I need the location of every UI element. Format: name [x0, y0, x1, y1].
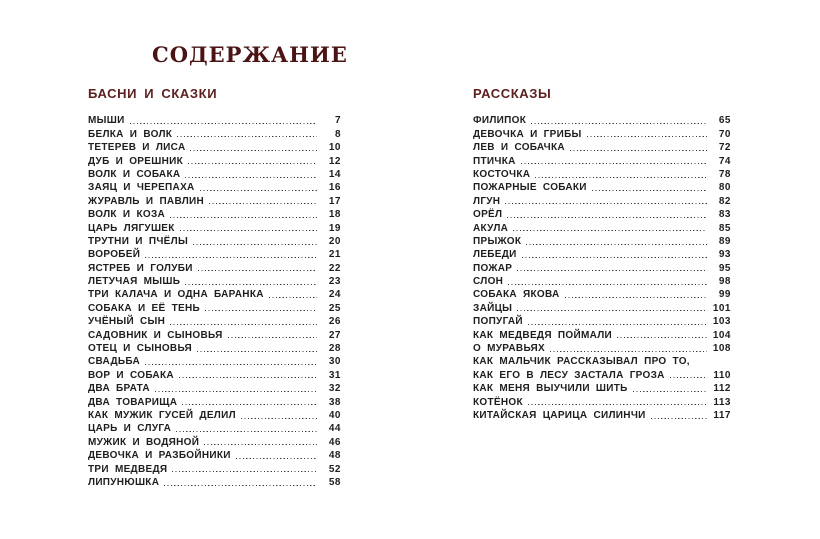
toc-entry-page: 14	[328, 168, 341, 180]
toc-entry	[473, 300, 731, 313]
toc-list-stories	[473, 113, 731, 421]
toc-entry-title: СОБАКА И ЕЁ ТЕНЬ	[88, 302, 200, 314]
toc-entry-leader	[517, 268, 707, 272]
toc-entry-leader	[180, 228, 317, 232]
toc-entry	[473, 140, 731, 153]
toc-entry-title: О МУРАВЬЯХ	[473, 343, 546, 355]
toc-entry	[88, 247, 341, 260]
toc-entry-page: 31	[328, 369, 341, 381]
toc-entry-title: КИТАЙСКАЯ ЦАРИЦА СИЛИНЧИ	[473, 409, 646, 421]
toc-entry-page: 85	[718, 222, 731, 234]
toc-entry	[473, 126, 731, 139]
toc-entry	[88, 167, 341, 180]
toc-entry	[473, 180, 731, 193]
toc-entry	[473, 220, 731, 233]
toc-entry-title: МУЖИК И ВОДЯНОЙ	[88, 436, 200, 448]
toc-entry-page: 12	[328, 155, 341, 167]
toc-entry-title: ТЕТЕРЕВ И ЛИСА	[88, 142, 186, 154]
toc-entry-leader	[508, 281, 707, 285]
toc-entry-title: ПТИЧКА	[473, 155, 516, 167]
toc-entry-leader	[228, 335, 317, 339]
toc-entry-leader	[170, 214, 317, 218]
toc-entry-leader	[528, 402, 707, 406]
toc-entry-page: 80	[718, 182, 731, 194]
toc-entry	[473, 381, 731, 394]
toc-entry-title: ЦАРЬ И СЛУГА	[88, 423, 172, 435]
toc-entry	[88, 234, 341, 247]
section-heading-fables: БАСНИ И СКАЗКИ	[88, 86, 218, 101]
toc-entry-page: 65	[718, 115, 731, 127]
toc-entry-leader	[185, 174, 317, 178]
toc-entry-leader	[565, 294, 708, 298]
toc-entry-title: ТРИ КАЛАЧА И ОДНА БАРАНКА	[88, 289, 264, 301]
toc-entry-leader	[198, 268, 317, 272]
toc-entry-leader	[188, 161, 317, 165]
toc-entry	[88, 381, 341, 394]
toc-entry-title: ВОЛК И КОЗА	[88, 209, 166, 221]
toc-entry-page: 108	[712, 343, 731, 355]
toc-entry-title: ВОЛК И СОБАКА	[88, 168, 181, 180]
toc-entry-page: 24	[328, 289, 341, 301]
toc-entry-page: 30	[328, 356, 341, 368]
toc-entry-title: ПОЖАРНЫЕ СОБАКИ	[473, 182, 587, 194]
toc-entry	[88, 193, 341, 206]
toc-entry-title: КАК МЕНЯ ВЫУЧИЛИ ШИТЬ	[473, 383, 628, 395]
toc-entry-leader	[570, 147, 707, 151]
toc-entry-page: 58	[328, 476, 341, 488]
toc-entry-page: 19	[328, 222, 341, 234]
toc-entry-page: 27	[328, 329, 341, 341]
toc-entry-page: 78	[718, 168, 731, 180]
toc-entry	[473, 287, 731, 300]
toc-entry-title: ОРЁЛ	[473, 209, 503, 221]
toc-entry-page: 28	[328, 343, 341, 355]
toc-entry	[88, 461, 341, 474]
toc-entry-title: ДЕВОЧКА И ГРИБЫ	[473, 128, 582, 140]
toc-entry-leader	[507, 214, 707, 218]
toc-entry	[473, 260, 731, 273]
toc-entry	[473, 314, 731, 327]
toc-entry	[473, 394, 731, 407]
toc-entry-leader	[241, 415, 317, 419]
toc-entry-title: СЛОН	[473, 276, 504, 288]
toc-entry-title: КАК МАЛЬЧИК РАССКАЗЫВАЛ ПРО ТО,	[473, 356, 690, 368]
toc-entry-title: ОТЕЦ И СЫНОВЬЯ	[88, 343, 193, 355]
toc-entry	[88, 113, 341, 126]
toc-entry-title: ДЕВОЧКА И РАЗБОЙНИКИ	[88, 450, 231, 462]
toc-entry-title: ФИЛИПОК	[473, 115, 527, 127]
toc-entry-page: 113	[713, 396, 731, 408]
toc-entry-page: 32	[328, 383, 341, 395]
toc-entry-leader	[521, 161, 707, 165]
toc-entry-page: 22	[328, 262, 341, 274]
toc-entry-leader	[236, 455, 317, 459]
toc-entry-title: ДУБ И ОРЕШНИК	[88, 155, 183, 167]
toc-entry	[88, 421, 341, 434]
page-title: СОДЕРЖАНИЕ	[152, 42, 348, 67]
toc-entry	[88, 180, 341, 193]
toc-entry-page: 7	[334, 115, 341, 127]
toc-entry-title: ЗАЯЦ И ЧЕРЕПАХА	[88, 182, 195, 194]
toc-entry-title: ЖУРАВЛЬ И ПАВЛИН	[88, 195, 205, 207]
toc-entry-title: ПОЖАР	[473, 262, 513, 274]
toc-entry-leader	[130, 120, 317, 124]
toc-entry-title: ВОР И СОБАКА	[88, 369, 174, 381]
toc-entry-title: ТРУТНИ И ПЧЁЛЫ	[88, 235, 189, 247]
toc-entry-leader	[531, 120, 707, 124]
section-stories	[473, 86, 731, 421]
toc-entry-page: 104	[712, 329, 731, 341]
toc-entry-title: КАК МУЖИК ГУСЕЙ ДЕЛИЛ	[88, 409, 236, 421]
toc-entry	[88, 220, 341, 233]
toc-entry-title: КОСТОЧКА	[473, 168, 531, 180]
toc-entry	[473, 408, 731, 421]
toc-entry-page: 48	[328, 450, 341, 462]
toc-entry-page: 21	[328, 249, 341, 261]
toc-entry-title: ЛЕВ И СОБАЧКА	[473, 142, 565, 154]
toc-list-fables	[88, 113, 341, 488]
toc-entry-leader	[145, 254, 317, 258]
toc-entry-page: 117	[713, 409, 731, 421]
toc-entry	[473, 247, 731, 260]
toc-entry-page: 23	[328, 276, 341, 288]
toc-entry-leader	[592, 187, 707, 191]
toc-entry-title: ТРИ МЕДВЕДЯ	[88, 463, 168, 475]
toc-entry-title: ПРЫЖОК	[473, 235, 522, 247]
toc-entry-leader	[155, 388, 317, 392]
toc-entry-title: УЧЁНЫЙ СЫН	[88, 316, 166, 328]
toc-entry	[88, 287, 341, 300]
toc-entry-leader	[617, 335, 707, 339]
toc-entry-page: 8	[334, 128, 341, 140]
toc-entry-page: 46	[328, 436, 341, 448]
toc-entry-page: 52	[328, 463, 341, 475]
toc-entry-title: ЦАРЬ ЛЯГУШЕК	[88, 222, 175, 234]
toc-entry	[473, 341, 731, 354]
toc-entry-title: КОТЁНОК	[473, 396, 523, 408]
toc-entry	[473, 367, 731, 380]
toc-entry-page: 17	[328, 195, 341, 207]
toc-entry-page: 10	[328, 142, 341, 154]
toc-entry	[88, 207, 341, 220]
toc-entry-leader	[190, 147, 317, 151]
toc-entry	[88, 475, 341, 488]
toc-entry-title: КАК МЕДВЕДЯ ПОЙМАЛИ	[473, 329, 613, 341]
toc-entry-leader	[185, 281, 317, 285]
toc-entry-title: ПОПУГАЙ	[473, 316, 523, 328]
toc-entry-title: ЛГУН	[473, 195, 501, 207]
toc-entry-title: ЛИПУНЮШКА	[88, 476, 160, 488]
toc-entry	[473, 354, 731, 367]
toc-entry-title: ЛЕБЕДИ	[473, 249, 517, 261]
toc-entry-leader	[193, 241, 317, 245]
toc-entry-leader	[176, 428, 317, 432]
toc-entry	[88, 314, 341, 327]
toc-entry	[88, 367, 341, 380]
toc-entry-leader	[145, 361, 317, 365]
toc-entry-leader	[179, 375, 317, 379]
toc-entry-page: 98	[718, 276, 731, 288]
toc-entry-title: САДОВНИК И СЫНОВЬЯ	[88, 329, 223, 341]
toc-entry	[88, 434, 341, 447]
toc-entry	[473, 274, 731, 287]
toc-entry-page: 25	[328, 302, 341, 314]
toc-entry-title: ЛЕТУЧАЯ МЫШЬ	[88, 276, 181, 288]
toc-entry-leader	[269, 294, 317, 298]
toc-entry-page: 38	[328, 396, 341, 408]
toc-entry	[88, 354, 341, 367]
toc-entry-page: 44	[328, 423, 341, 435]
toc-entry-title: ДВА БРАТА	[88, 383, 150, 395]
toc-entry-leader	[670, 375, 707, 379]
toc-entry-leader	[204, 442, 317, 446]
toc-entry-title: АКУЛА	[473, 222, 509, 234]
toc-entry-page: 26	[328, 316, 341, 328]
toc-entry-leader	[633, 388, 707, 392]
toc-entry-title: СОБАКА ЯКОВА	[473, 289, 560, 301]
toc-entry-page: 82	[718, 195, 731, 207]
toc-entry-leader	[182, 402, 317, 406]
toc-entry-page: 110	[713, 369, 731, 381]
toc-entry	[88, 300, 341, 313]
toc-entry-page: 70	[718, 128, 731, 140]
toc-entry-page: 95	[718, 262, 731, 274]
toc-entry-page: 93	[718, 249, 731, 261]
toc-entry-leader	[505, 201, 707, 205]
toc-entry-leader	[587, 134, 707, 138]
toc-entry-title: КАК ЕГО В ЛЕСУ ЗАСТАЛА ГРОЗА	[473, 369, 665, 381]
toc-entry-leader	[172, 469, 317, 473]
toc-entry	[88, 274, 341, 287]
toc-entry-page: 103	[712, 316, 731, 328]
toc-entry	[88, 260, 341, 273]
toc-entry-page: 89	[718, 235, 731, 247]
toc-entry	[473, 113, 731, 126]
toc-entry-title: ВОРОБЕЙ	[88, 249, 141, 261]
toc-entry	[88, 327, 341, 340]
toc-entry	[473, 153, 731, 166]
toc-entry-page: 83	[718, 209, 731, 221]
toc-entry-title: СВАДЬБА	[88, 356, 140, 368]
toc-entry	[88, 153, 341, 166]
toc-entry-leader	[205, 308, 317, 312]
toc-entry	[88, 448, 341, 461]
toc-entry-leader	[550, 348, 707, 352]
toc-entry-page: 101	[712, 302, 731, 314]
toc-entry-page: 40	[328, 409, 341, 421]
toc-entry-leader	[200, 187, 317, 191]
toc-entry-title: ДВА ТОВАРИЩА	[88, 396, 178, 408]
section-heading-stories: РАССКАЗЫ	[473, 86, 552, 101]
toc-entry	[88, 394, 341, 407]
toc-entry-leader	[522, 254, 707, 258]
toc-entry-leader	[651, 415, 707, 419]
toc-entry-page: 74	[718, 155, 731, 167]
toc-entry-page: 16	[328, 182, 341, 194]
toc-entry-title: ЯСТРЕБ И ГОЛУБИ	[88, 262, 193, 274]
toc-entry	[473, 234, 731, 247]
toc-entry-page: 20	[328, 235, 341, 247]
toc-entry-leader	[513, 228, 707, 232]
toc-entry	[88, 341, 341, 354]
toc-entry-title: ЗАЙЦЫ	[473, 302, 513, 314]
toc-entry-page: 112	[713, 383, 731, 395]
section-fables	[88, 86, 341, 488]
toc-entry	[473, 327, 731, 340]
toc-entry	[88, 408, 341, 421]
toc-entry-title: МЫШИ	[88, 115, 125, 127]
toc-entry-leader	[517, 308, 707, 312]
toc-entry-title: БЕЛКА И ВОЛК	[88, 128, 173, 140]
toc-entry-leader	[528, 321, 707, 325]
toc-entry-leader	[197, 348, 317, 352]
toc-entry-leader	[209, 201, 317, 205]
toc-entry-leader	[535, 174, 707, 178]
toc-entry-page: 72	[718, 142, 731, 154]
toc-entry	[88, 126, 341, 139]
toc-entry-leader	[177, 134, 317, 138]
toc-entry-page: 18	[328, 209, 341, 221]
toc-entry	[473, 193, 731, 206]
toc-entry-leader	[164, 482, 317, 486]
toc-entry-page: 99	[718, 289, 731, 301]
toc-entry	[88, 140, 341, 153]
toc-entry	[473, 207, 731, 220]
toc-entry-leader	[526, 241, 707, 245]
toc-entry-leader	[170, 321, 317, 325]
toc-entry	[473, 167, 731, 180]
